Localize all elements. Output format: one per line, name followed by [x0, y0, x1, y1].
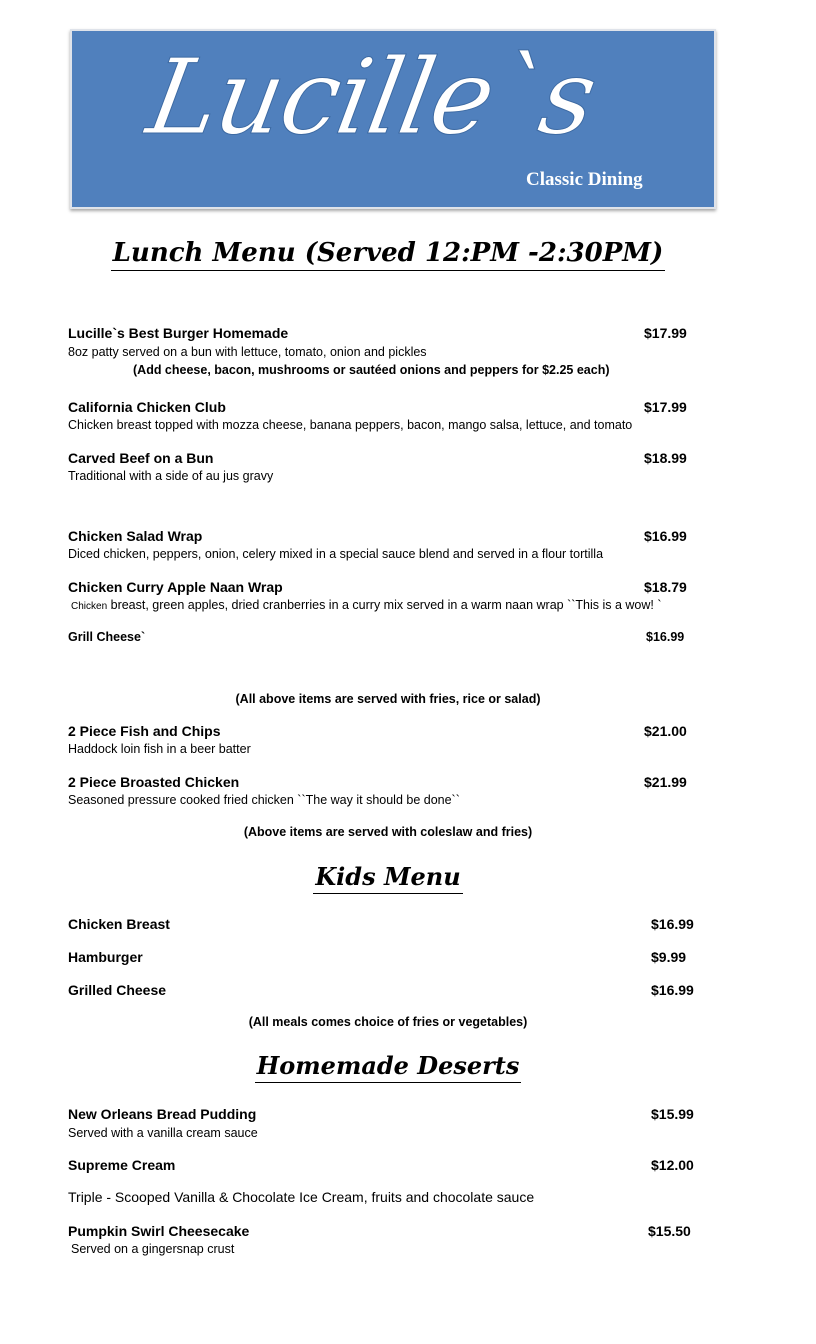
menu-item-price: $16.99 — [646, 630, 685, 644]
add-ons-note: (Add cheese, bacon, mushrooms or sautéed onions and peppers for $2.25 each) — [133, 363, 610, 377]
menu-item-price: $12.00 — [651, 1157, 694, 1173]
menu-item-description: Traditional with a side of au jus gravy — [68, 469, 274, 483]
menu-item-name: Pumpkin Swirl Cheesecake — [68, 1223, 250, 1239]
menu-item-description: Served on a gingersnap crust — [71, 1242, 235, 1256]
header-banner — [70, 29, 716, 209]
menu-item-name: Grill Cheese` — [68, 630, 146, 644]
menu-item-price: $16.99 — [651, 916, 694, 932]
menu-item-description: Chicken breast, green apples, dried cranberries in a curry mix served in a warm naan wrap ``This is a wow! ` — [71, 598, 662, 612]
menu-item-name: Grilled Cheese — [68, 982, 167, 998]
menu-item-price: $16.99 — [651, 982, 694, 998]
menu-item-name: California Chicken Club — [68, 399, 226, 415]
menu-item-price: $9.99 — [651, 949, 687, 965]
coleslaw-note: (Above items are served with coleslaw and fries) — [243, 825, 533, 839]
menu-item-price: $16.99 — [644, 528, 687, 544]
menu-item-description: Diced chicken, peppers, onion, celery mixed in a special sauce blend and served in a flour tortilla — [68, 547, 604, 561]
menu-item-price: $21.00 — [644, 723, 687, 739]
menu-item-price: $15.50 — [648, 1223, 691, 1239]
menu-item-name: 2 Piece Broasted Chicken — [68, 774, 240, 790]
sides-note: (All above items are served with fries, rice or salad) — [235, 692, 541, 706]
menu-item-name: Chicken Curry Apple Naan Wrap — [68, 579, 283, 595]
menu-item-name: Supreme Cream — [68, 1157, 176, 1173]
menu-item-description: Served with a vanilla cream sauce — [68, 1126, 258, 1140]
menu-item-description: Haddock loin fish in a beer batter — [68, 742, 251, 756]
menu-item-description: 8oz patty served on a bun with lettuce, tomato, onion and pickles — [68, 345, 427, 359]
kids-sides-note: (All meals comes choice of fries or vegetables) — [248, 1015, 528, 1029]
menu-item-price: $18.99 — [644, 450, 687, 466]
tagline: Classic Dining — [526, 169, 643, 190]
menu-item-name: Chicken Salad Wrap — [68, 528, 203, 544]
lunch-menu-title: Lunch Menu (Served 12:PM -2:30PM) — [0, 238, 776, 268]
menu-item-name: Lucille`s Best Burger Homemade — [68, 325, 289, 341]
menu-item-price: $17.99 — [644, 325, 687, 341]
kids-menu-title: Kids Menu — [0, 862, 776, 891]
menu-item-price: $18.79 — [644, 579, 687, 595]
menu-item-price: $15.99 — [651, 1106, 694, 1122]
menu-item-name: Carved Beef on a Bun — [68, 450, 214, 466]
menu-item-description: Chicken breast topped with mozza cheese, banana peppers, bacon, mango salsa, lettuce, and tomato — [68, 418, 633, 432]
menu-item-price: $21.99 — [644, 774, 687, 790]
menu-item-name: Chicken Breast — [68, 916, 170, 932]
menu-item-name: 2 Piece Fish and Chips — [68, 723, 221, 739]
menu-item-description: Seasoned pressure cooked fried chicken ``The way it should be done`` — [68, 793, 460, 807]
menu-item-description: Triple - Scooped Vanilla & Chocolate Ice Cream, fruits and chocolate sauce — [68, 1189, 535, 1205]
menu-item-price: $17.99 — [644, 399, 687, 415]
menu-item-name: Hamburger — [68, 949, 143, 965]
menu-item-name: New Orleans Bread Pudding — [68, 1106, 257, 1122]
restaurant-logo: Lucille`s — [139, 36, 604, 158]
desserts-title: Homemade Deserts — [0, 1051, 776, 1080]
